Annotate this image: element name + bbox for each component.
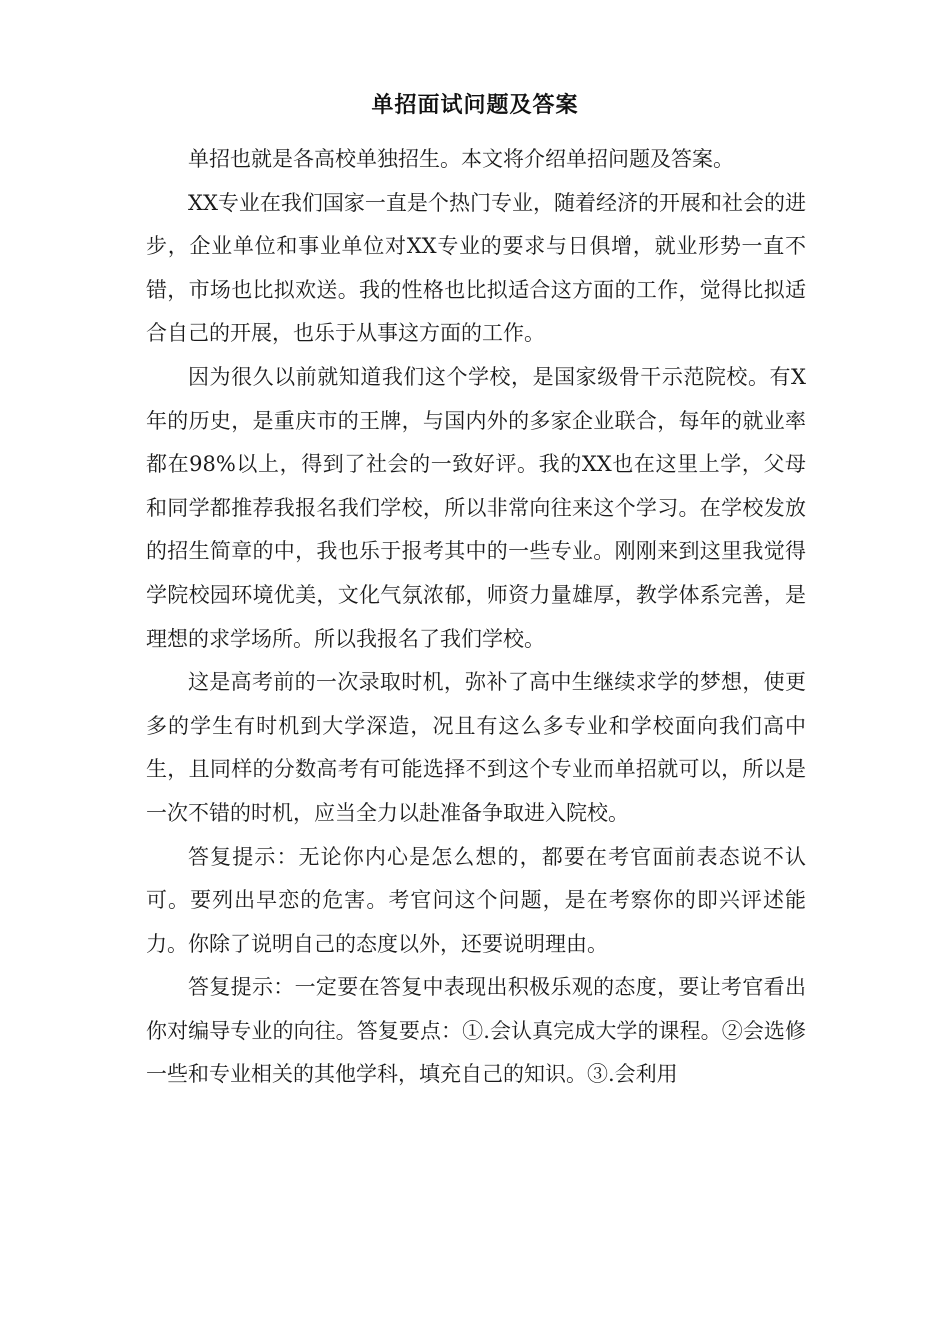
- paragraph-intro: 单招也就是各高校单独招生。本文将介绍单招问题及答案。: [188, 147, 734, 171]
- paragraph-school-reason: 因为很久以前就知道我们这个学校，是国家级骨干示范院校。有X年的历史，是重庆市的王牌，与国内外的多家企业联合，每年的就业率都在98%以上，得到了社会的一致好评。我的XX也在这里上学，父母和同学都推荐我报名我们学校，所以非常向往来这个学习。在学校发放的招生简章的中，我也乐于报考其中的一些专业。刚刚来到这里我觉得学院校园环境优美，文化气氛浓郁，师资力量雄厚，教学体系完善，是理想的求学场所。所以我报名了我们学校。: [146, 364, 806, 651]
- paragraph-answer-hint-2: 答复提示：一定要在答复中表现出积极乐观的态度，要让考官看出你对编导专业的向往。答复要点：①.会认真完成大学的课程。②会选修一些和专业相关的其他学科，填充自己的知识。③.会利用: [146, 975, 806, 1087]
- paragraph-answer-hint-1: 答复提示：无论你内心是怎么想的，都要在考官面前表态说不认可。要列出早恋的危害。考官问这个问题，是在考察你的即兴评述能力。你除了说明自己的态度以外，还要说明理由。: [146, 844, 806, 956]
- document-title: 单招面试问题及答案: [371, 92, 579, 118]
- paragraph-opportunity: 这是高考前的一次录取时机，弥补了高中生继续求学的梦想，使更多的学生有时机到大学深造，况且有这么多专业和学校面向我们高中生，且同样的分数高考有可能选择不到这个专业而单招就可以，所以是一次不错的时机，应当全力以赴准备争取进入院校。: [146, 670, 806, 825]
- paragraph-major-reason: XX专业在我们国家一直是个热门专业，随着经济的开展和社会的进步，企业单位和事业单位对XX专业的要求与日俱增，就业形势一直不错，市场也比拟欢送。我的性格也比拟适合这方面的工作，觉得比拟适合自己的开展，也乐于从事这方面的工作。: [146, 190, 806, 346]
- document-body: [146, 138, 806, 1097]
